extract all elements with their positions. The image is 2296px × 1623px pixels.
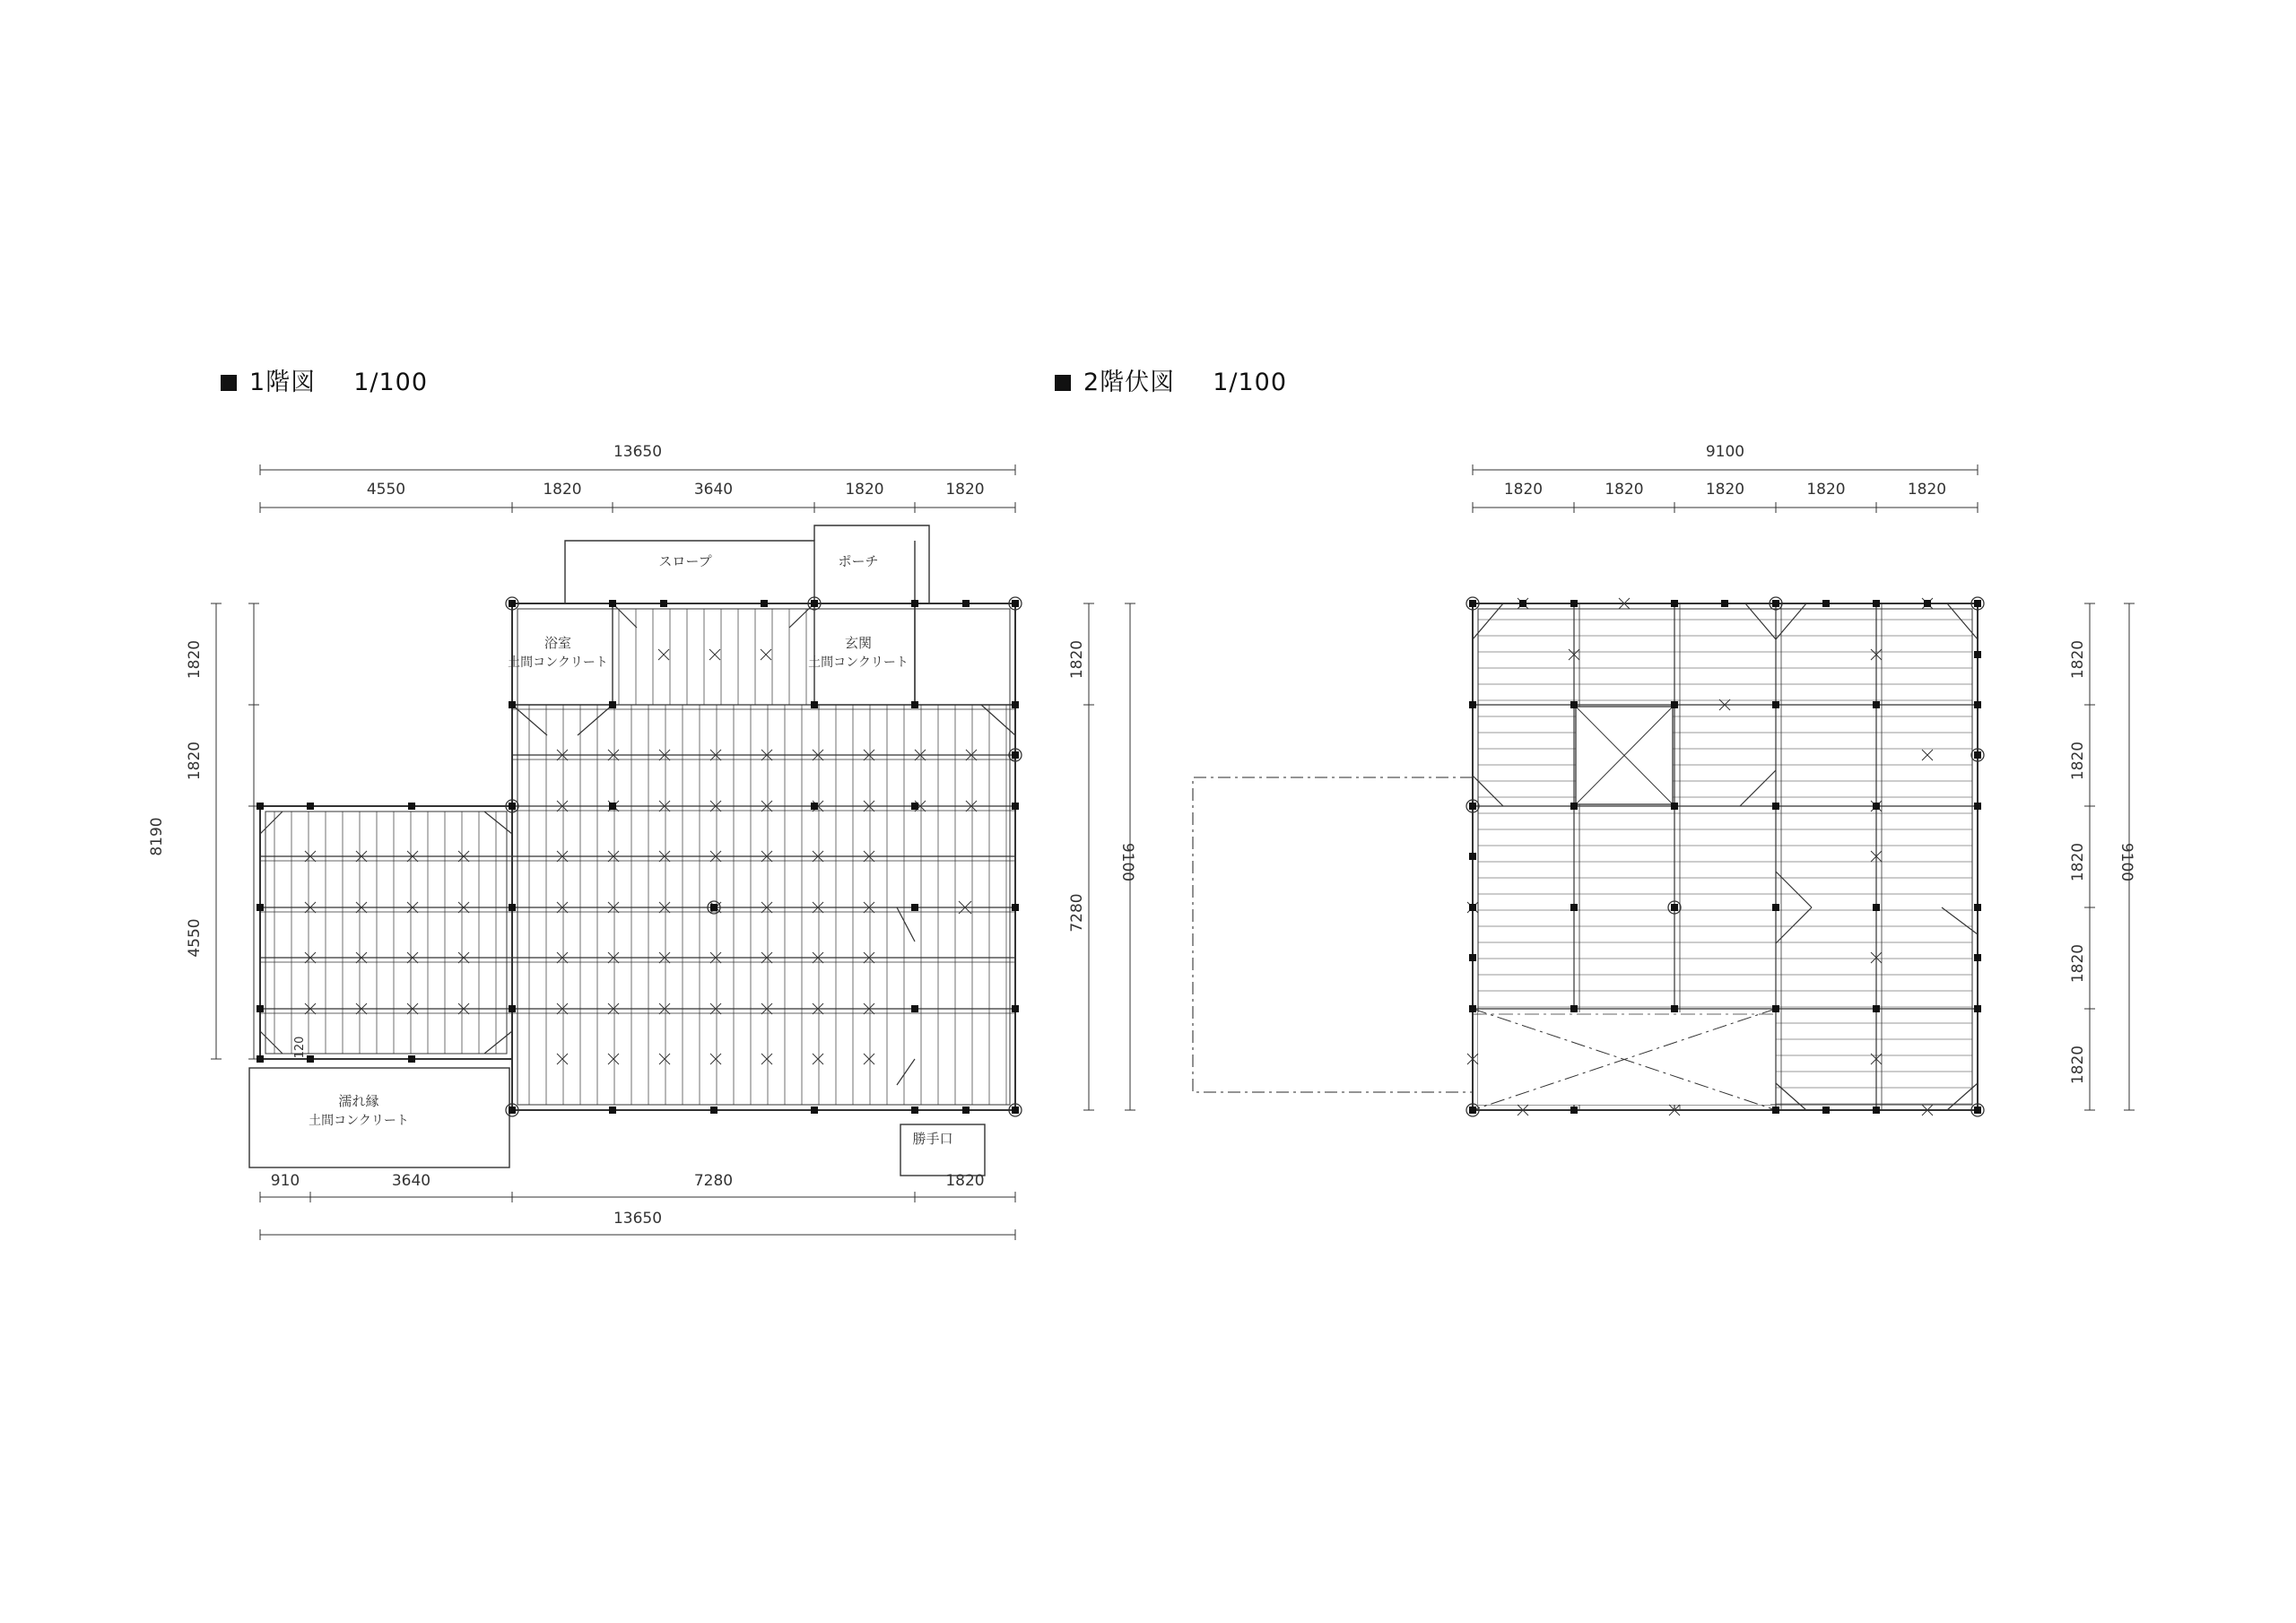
post-mark	[1772, 701, 1779, 708]
post-mark	[1012, 701, 1019, 708]
post-mark	[911, 1107, 918, 1114]
post-mark	[811, 701, 818, 708]
dimension-label: 1820	[945, 481, 985, 499]
post-mark	[1772, 803, 1779, 810]
dimension-label: 1820	[945, 1172, 985, 1190]
post-mark	[811, 600, 818, 607]
post-mark	[1974, 954, 1981, 961]
brace	[789, 603, 814, 628]
dimension-label: 1820	[1907, 481, 1947, 499]
post-mark	[1974, 751, 1981, 759]
plan1-dims-bottom	[260, 1172, 1015, 1240]
post-mark	[1469, 1107, 1476, 1114]
brace	[613, 603, 637, 628]
post-mark	[1873, 904, 1880, 911]
post-mark	[1721, 600, 1728, 607]
kitchen-room	[915, 603, 1015, 705]
post-mark	[1519, 600, 1526, 607]
post-mark	[1974, 1005, 1981, 1012]
post-mark	[1772, 1107, 1779, 1114]
plan1-dims-right	[1068, 603, 1136, 1110]
post-mark	[660, 600, 667, 607]
post-mark	[1671, 904, 1678, 911]
plan1-framing-plan	[148, 443, 1136, 1240]
post-mark	[811, 803, 818, 810]
veranda-label: 濡れ縁	[338, 1093, 379, 1109]
dimension-label: 1820	[186, 639, 204, 680]
post-mark	[1822, 600, 1830, 607]
dimension-label: 1820	[2069, 741, 2087, 781]
post-mark	[1671, 1005, 1678, 1012]
dimension-label: 1820	[845, 481, 884, 499]
post-mark	[911, 1005, 918, 1012]
post-mark	[1974, 904, 1981, 911]
dimension-label: 7280	[693, 1172, 734, 1190]
dimension-label: 910	[270, 1172, 300, 1190]
plan2-dims-right	[2069, 603, 2135, 1110]
plan2-dims-top	[1473, 443, 1978, 513]
post-mark	[509, 600, 516, 607]
entrance-room	[814, 603, 915, 705]
post-mark	[962, 600, 970, 607]
dimension-label: 9100	[1118, 842, 1136, 882]
dimension-label: 1820	[1605, 481, 1644, 499]
plan1-dims-left	[148, 603, 259, 1059]
post-mark	[1974, 1107, 1981, 1114]
brace	[484, 812, 512, 834]
post-mark	[509, 1005, 516, 1012]
post-mark	[1772, 1005, 1779, 1012]
dimension-label: 9100	[2118, 842, 2135, 882]
dimension-label: 1820	[2069, 639, 2087, 680]
post-mark	[911, 803, 918, 810]
bath-room	[512, 603, 613, 705]
post-mark	[307, 803, 314, 810]
roof-void	[1478, 1012, 1770, 1105]
post-mark	[509, 1107, 516, 1114]
plan1-title-text: 1階図	[249, 369, 317, 396]
brace	[260, 812, 283, 834]
post-mark	[1873, 803, 1880, 810]
dimension-label: 3640	[693, 481, 734, 499]
post-mark	[1012, 803, 1019, 810]
dimension-label: 3640	[391, 1172, 431, 1190]
brace	[260, 1031, 283, 1054]
post-mark	[609, 600, 616, 607]
post-mark	[609, 1107, 616, 1114]
post-mark	[1469, 904, 1476, 911]
plan1-dims-top	[260, 443, 1015, 513]
post-mark	[1570, 701, 1578, 708]
dimension-label: 1820	[2069, 842, 2087, 882]
post-mark	[609, 803, 616, 810]
brace	[1740, 770, 1776, 806]
dimension-label: 4550	[366, 481, 406, 499]
post-mark	[1469, 853, 1476, 860]
dimension-label: 9100	[1705, 443, 1745, 461]
dimension-label: 1820	[2069, 943, 2087, 984]
bath-label: 浴室	[544, 635, 572, 651]
plan1-framing	[249, 525, 1022, 1176]
post-mark	[509, 803, 516, 810]
post-mark	[1873, 1005, 1880, 1012]
brace	[484, 1031, 512, 1054]
post-mark	[1570, 600, 1578, 607]
post-mark	[408, 1055, 415, 1063]
dimension-label: 1820	[1503, 481, 1544, 499]
dimension-label: 1820	[2069, 1045, 2087, 1085]
kitchen-door-label: 勝手口	[912, 1131, 953, 1147]
post-mark	[1974, 600, 1981, 607]
slope-outline	[565, 541, 814, 603]
post-mark	[1469, 1005, 1476, 1012]
post-mark	[1974, 803, 1981, 810]
post-mark	[911, 701, 918, 708]
post-mark	[1974, 701, 1981, 708]
dimension-label: 1820	[1705, 481, 1745, 499]
post-mark	[1570, 1107, 1578, 1114]
post-mark	[911, 904, 918, 911]
post-mark	[1012, 1107, 1019, 1114]
dimension-label: 8190	[148, 817, 166, 856]
post-mark	[1570, 803, 1578, 810]
post-mark	[811, 1107, 818, 1114]
slope-label: スロープ	[658, 553, 712, 569]
bath-floor-label: 土間コンクリート	[508, 655, 608, 670]
post-mark	[1671, 701, 1678, 708]
post-mark	[509, 701, 516, 708]
post-mark	[710, 904, 718, 911]
post-mark	[1570, 1005, 1578, 1012]
veranda-floor-label: 土間コンクリート	[309, 1114, 409, 1128]
post-mark	[911, 600, 918, 607]
post-mark	[1873, 701, 1880, 708]
post-mark	[1469, 954, 1476, 961]
post-mark	[257, 904, 264, 911]
post-mark	[962, 1107, 970, 1114]
dimension-label: 13650	[613, 443, 663, 461]
dimension-label: 7280	[1068, 893, 1086, 933]
post-mark	[257, 1005, 264, 1012]
brace	[1776, 1083, 1806, 1110]
balcony-dashed-outline	[1193, 777, 1473, 1092]
dimension-label: 1820	[1068, 639, 1086, 680]
post-mark	[609, 701, 616, 708]
post-mark	[1469, 701, 1476, 708]
post-mark	[1469, 600, 1476, 607]
dimension-label: 1820	[1806, 481, 1846, 499]
post-mark	[1570, 904, 1578, 911]
post-mark	[257, 803, 264, 810]
plan2-framing	[1193, 597, 1984, 1116]
post-mark	[1012, 1005, 1019, 1012]
dimension-label: 1820	[186, 741, 204, 781]
plan2-title-text: 2階伏図	[1083, 369, 1176, 396]
post-mark	[1772, 600, 1779, 607]
post-mark	[408, 803, 415, 810]
small-dim-label: 120	[293, 1036, 307, 1059]
dimension-label: 4550	[186, 918, 204, 958]
entrance-floor-label: 土間コンクリート	[808, 655, 909, 670]
brace	[897, 1059, 915, 1085]
post-mark	[1822, 1107, 1830, 1114]
post-mark	[1469, 803, 1476, 810]
dimension-label: 13650	[613, 1210, 663, 1228]
post-mark	[1924, 600, 1931, 607]
post-mark	[307, 1055, 314, 1063]
post-mark	[710, 1107, 718, 1114]
post-mark	[1012, 600, 1019, 607]
post-mark	[1671, 600, 1678, 607]
post-mark	[1974, 651, 1981, 658]
plan2-framing-plan	[1193, 443, 2135, 1116]
post-mark	[1012, 904, 1019, 911]
wing-outline-inner	[265, 812, 507, 1054]
porch-label: ポーチ	[838, 553, 879, 569]
post-mark	[1671, 803, 1678, 810]
brace	[897, 907, 915, 942]
post-mark	[761, 600, 768, 607]
wing-outline	[260, 806, 512, 1059]
post-mark	[509, 904, 516, 911]
post-mark	[1012, 751, 1019, 759]
post-mark	[1772, 904, 1779, 911]
plan1-scale: 1/100	[353, 369, 428, 396]
entrance-label: 玄関	[844, 635, 873, 651]
plan2-scale: 1/100	[1213, 369, 1287, 396]
post-mark	[257, 1055, 264, 1063]
plan1-room-labels	[293, 553, 953, 1147]
dimension-label: 1820	[543, 481, 582, 499]
post-mark	[1873, 600, 1880, 607]
post-mark	[1873, 1107, 1880, 1114]
